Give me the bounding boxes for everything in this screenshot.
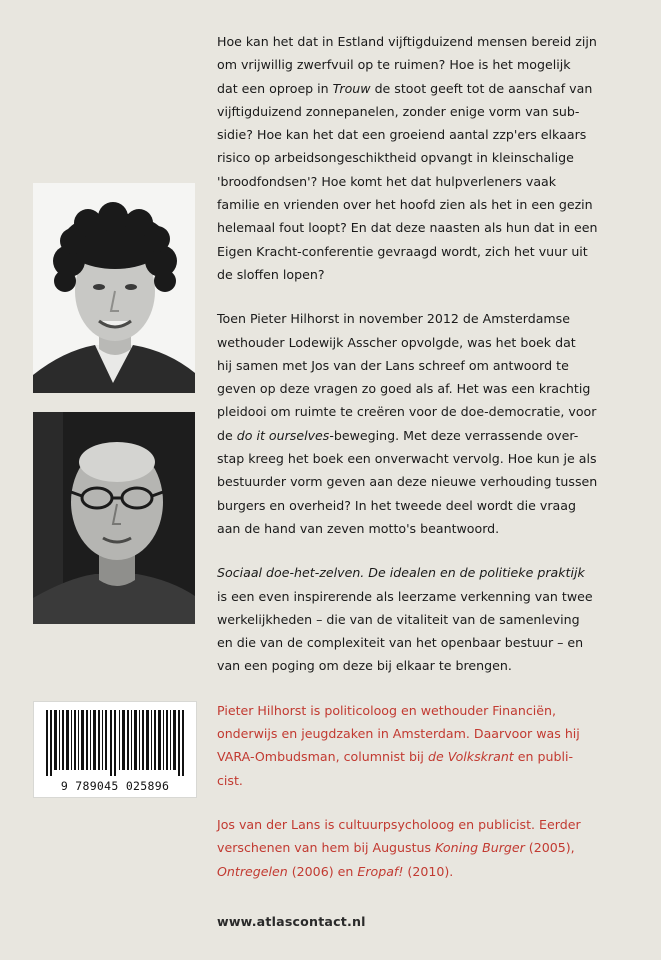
text-line: Hoe kan het dat in Estland vijftigduizend mensen bereid zijn bbox=[217, 34, 597, 49]
barcode-bars bbox=[44, 710, 186, 776]
text-line: Pieter Hilhorst is politicoloog en wethouder Financiën, bbox=[217, 702, 556, 718]
text-line: vijftigduizend zonnepanelen, zonder enige vorm van sub- bbox=[217, 103, 580, 119]
text-line: familie en vrienden over het hoofd zien als het in een gezin bbox=[217, 197, 593, 213]
back-cover-text bbox=[217, 30, 649, 933]
text-line: en die van de complexiteit van het openbaar bestuur – en bbox=[217, 635, 584, 651]
text-line: hij samen met Jos van der Lans schreef om antwoord te bbox=[217, 357, 569, 373]
italic-title: do it ourselves bbox=[236, 427, 330, 443]
publisher-website: www.atlascontact.nl bbox=[217, 913, 366, 929]
text-segment: de stoot geeft tot de aanschaf van bbox=[370, 80, 593, 96]
text-line: cist. bbox=[217, 772, 243, 788]
text-line bbox=[217, 860, 649, 883]
text-line: aan de hand van zeven motto's beantwoord. bbox=[217, 520, 500, 536]
italic-title: Koning Burger bbox=[435, 840, 525, 856]
text-segment: verschenen van hem bij Augustus bbox=[217, 840, 436, 856]
text-line: is een even inspirerende als leerzame verkenning van twee bbox=[217, 588, 593, 604]
text-line: helemaal fout loopt? En dat deze naasten als hun dat in een bbox=[217, 220, 598, 236]
text-segment: en publi- bbox=[513, 749, 573, 765]
blurb-paragraph-1 bbox=[217, 30, 649, 286]
text-line: bestuurder vorm geven aan deze nieuwe verhouding tussen bbox=[217, 474, 598, 490]
text-line: burgers en overheid? In het tweede deel wordt die vraag bbox=[217, 497, 576, 513]
text-line bbox=[217, 424, 649, 447]
text-line bbox=[217, 836, 649, 859]
italic-title: Eropaf! bbox=[357, 863, 404, 879]
author-photo-hilhorst bbox=[33, 183, 195, 393]
text-line: 'broodfondsen'? Hoe komt het dat hulpverleners vaak bbox=[217, 173, 557, 189]
text-segment: dat een oproep in bbox=[217, 80, 333, 96]
text-segment: de bbox=[217, 427, 237, 443]
italic-title: Trouw bbox=[332, 80, 371, 96]
text-segment: (2006) en bbox=[287, 863, 358, 879]
author-bio-van-der-lans bbox=[217, 813, 649, 883]
text-line: Eigen Kracht-conferentie gevraagd wordt, zich het vuur uit bbox=[217, 243, 588, 259]
text-line bbox=[217, 745, 649, 768]
text-line: om vrijwillig zwerfvuil op te ruimen? Hoe is het mogelijk bbox=[217, 57, 571, 73]
isbn-barcode bbox=[34, 702, 196, 797]
text-segment: -beweging. Met deze verrassende over- bbox=[329, 427, 579, 443]
text-line: pleidooi om ruimte te creëren voor de doe-democratie, voor bbox=[217, 404, 597, 420]
isbn-digits: 9 789045 025896 bbox=[60, 779, 170, 793]
author-bio-hilhorst bbox=[217, 699, 649, 792]
text-segment: VARA-Ombudsman, columnist bij bbox=[217, 749, 428, 765]
italic-title: Sociaal doe-het-zelven. De idealen en de politieke praktijk bbox=[217, 565, 585, 581]
text-line: stap kreeg het boek een onverwacht vervolg. Hoe kun je als bbox=[217, 451, 597, 467]
text-segment: (2010). bbox=[403, 863, 454, 879]
text-line bbox=[217, 561, 649, 584]
text-line: wethouder Lodewijk Asscher opvolgde, was het boek dat bbox=[217, 334, 576, 350]
text-line: sidie? Hoe kan het dat een groeiend aantal zzp'ers elkaars bbox=[217, 127, 587, 143]
italic-title: de Volkskrant bbox=[427, 749, 514, 765]
text-line: de sloffen lopen? bbox=[217, 266, 325, 282]
text-segment: (2005), bbox=[524, 840, 575, 856]
text-line: Jos van der Lans is cultuurpsycholoog en publicist. Eerder bbox=[217, 816, 581, 832]
italic-title: Ontregelen bbox=[217, 863, 288, 879]
text-line: werkelijkheden – die van de vitaliteit van de samenleving bbox=[217, 611, 580, 627]
text-line: onderwijs en jeugdzaken in Amsterdam. Daarvoor was hij bbox=[217, 726, 580, 742]
text-line: van een poging om deze bij elkaar te brengen. bbox=[217, 658, 512, 674]
text-line bbox=[217, 77, 649, 100]
text-line: geven op deze vragen zo goed als af. Het was een krachtig bbox=[217, 381, 591, 397]
blurb-paragraph-3 bbox=[217, 561, 649, 677]
author-photo-van-der-lans bbox=[33, 412, 195, 624]
blurb-paragraph-2 bbox=[217, 307, 649, 540]
text-line: Toen Pieter Hilhorst in november 2012 de Amsterdamse bbox=[217, 311, 570, 327]
text-line: risico op arbeidsongeschiktheid opvangt in kleinschalige bbox=[217, 150, 574, 166]
